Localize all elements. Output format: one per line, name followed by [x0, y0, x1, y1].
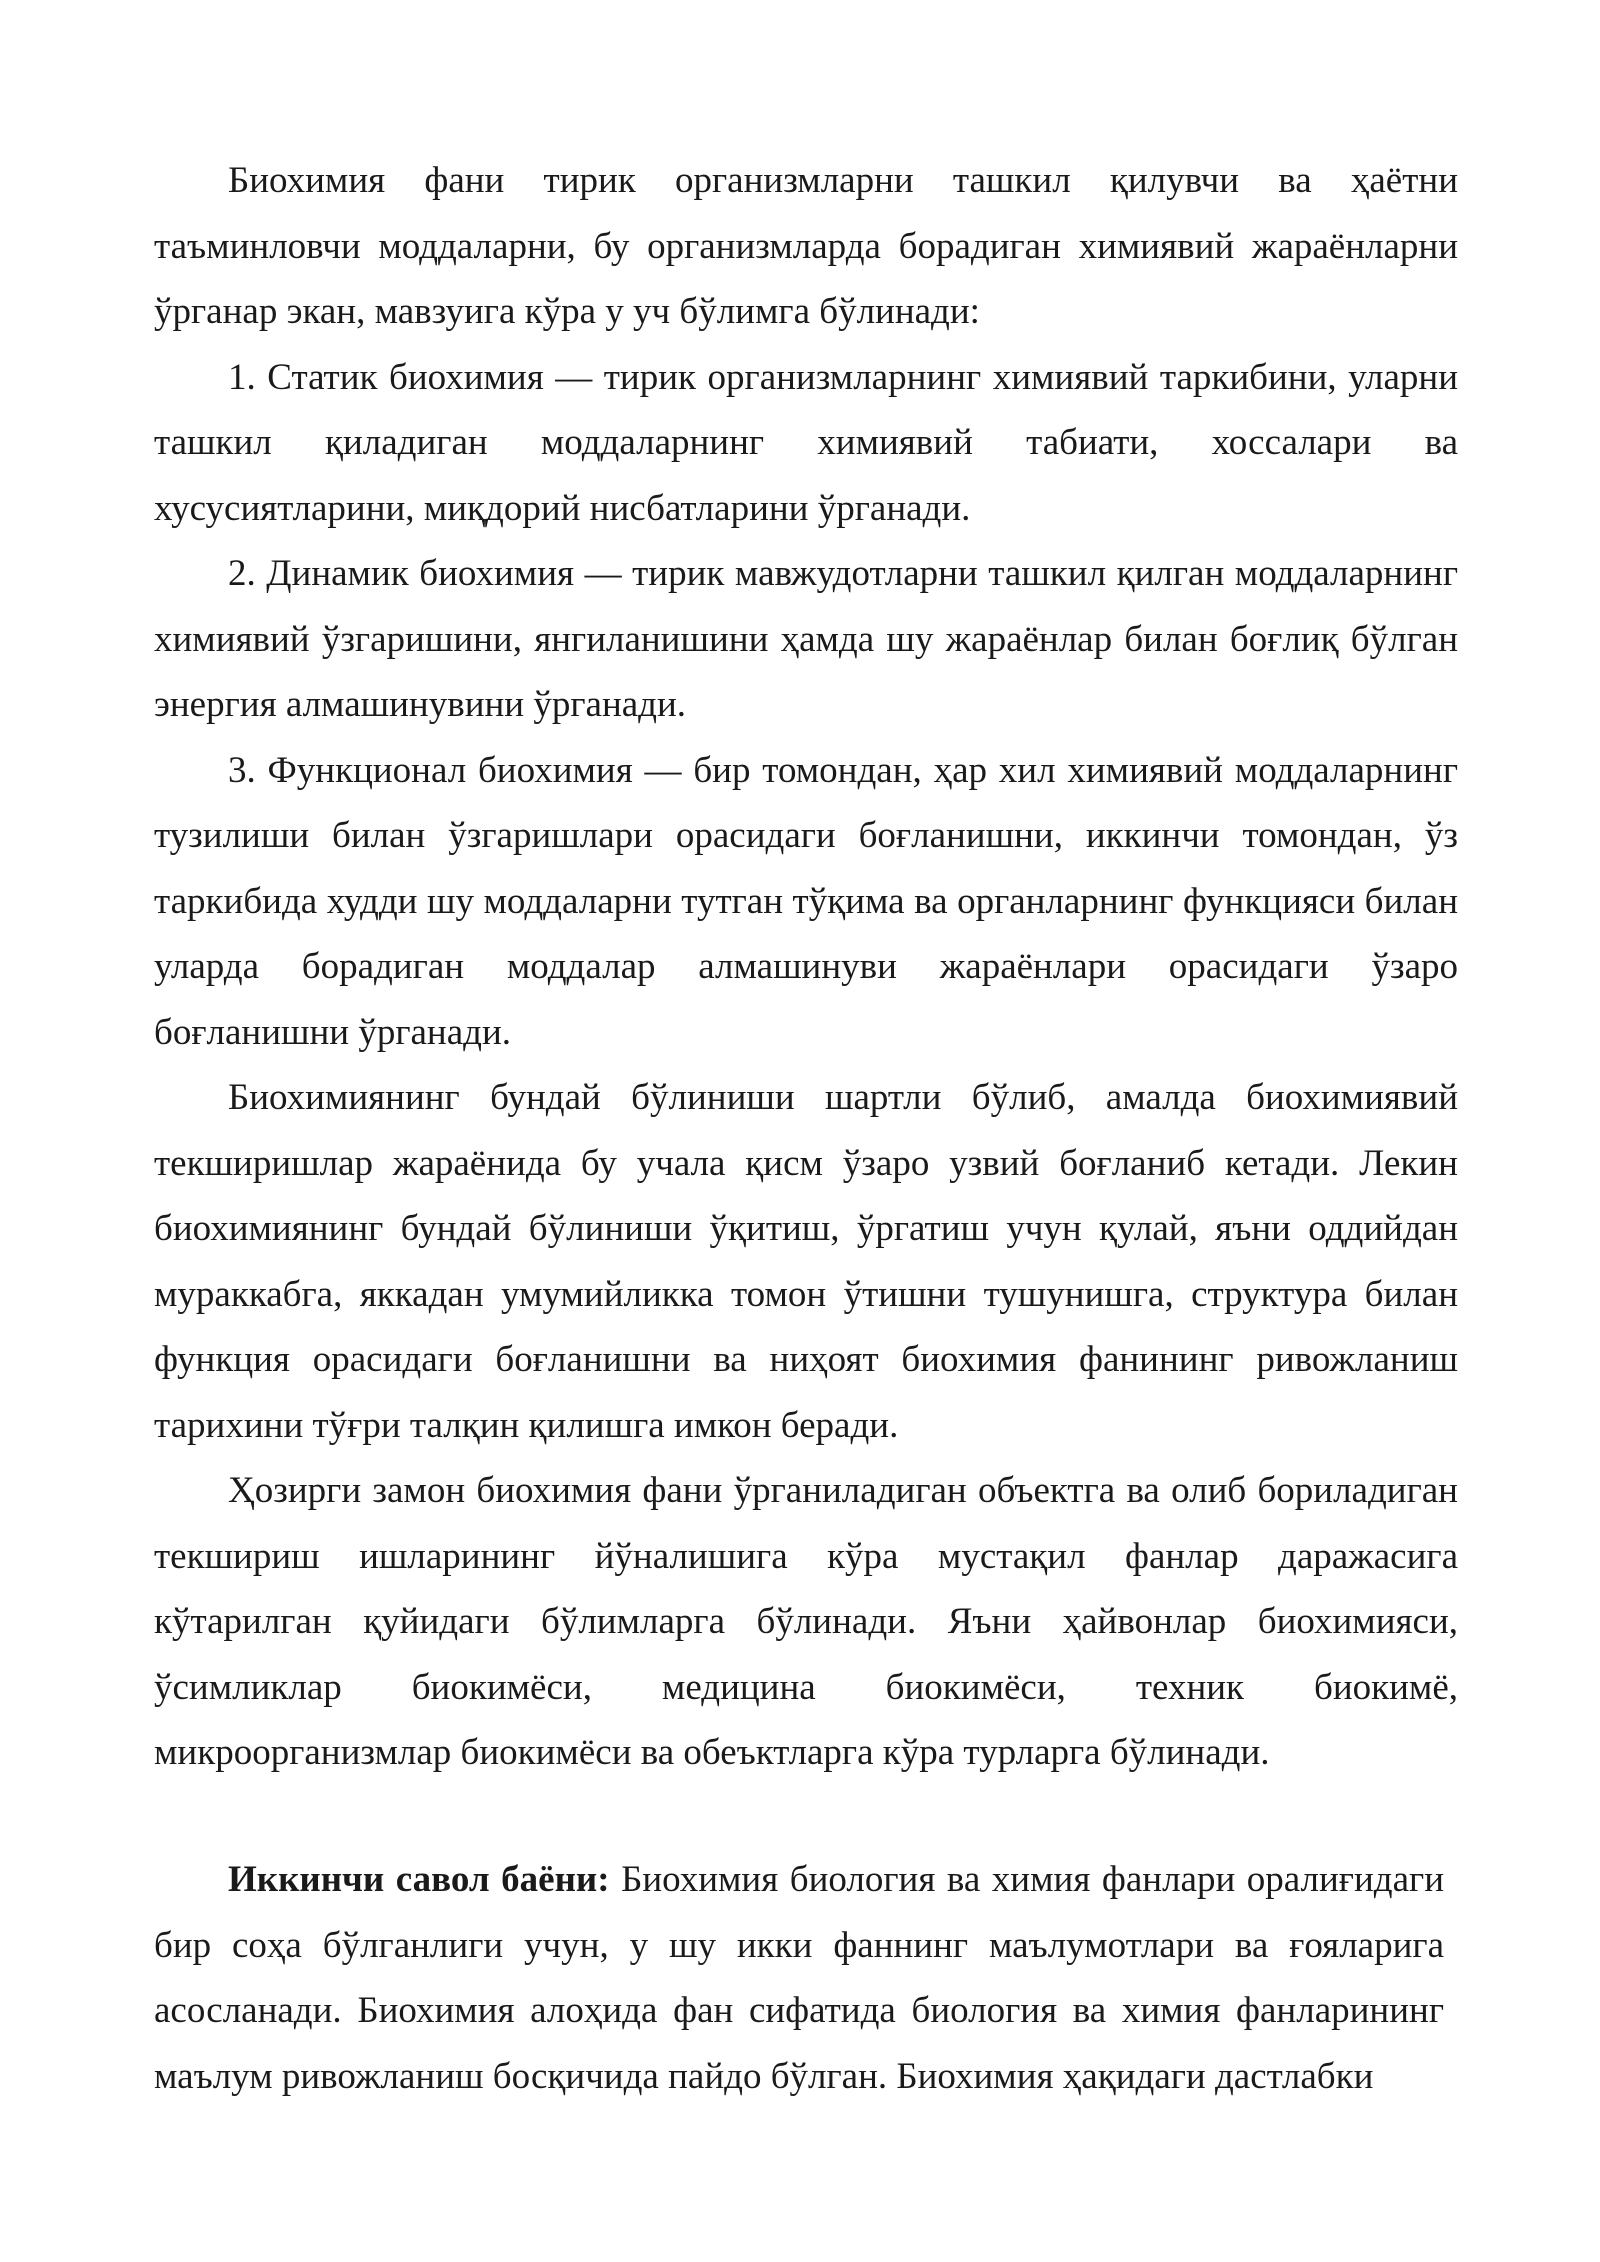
paragraph-division-conditional: Биохимиянинг бундай бўлиниши шартли бўлиб, амалда биохимиявий текширишлар жараёнида бу учала қисм ўзаро узвий боғланиб кетади. Лекин биохимиянинг бундай бўлиниши ўқитиш, ўргатиш учун қулай, яъни оддийдан мураккабга, яккадан умумийликка томон ўтишни тушунишга, структура билан функция орасидаги боғланишни ва ниҳоят биохимия фанининг ривожланиш тарихини тўғри талқин қилишга имкон беради.: [154, 1077, 1458, 1446]
second-question-text: Биохимия биология ва химия фанлари оралиғидаги бир соҳа бўлганлиги учун, у шу икки фаннинг маълумотлари ва ғояларига асосланади. Биохимия алоҳида фан сифатида биология ва химия фанларининг маълум ривожланиш босқичида пайдо бўлган. Биохимия ҳақидаги дастлабки: [154, 1859, 1444, 2097]
paragraph-static-biochemistry: 1. Статик биохимия — тирик организмларнинг химиявий таркибини, уларни ташкил қиладиган моддаларнинг химиявий табиати, хоссалари ва хусусиятларини, миқдорий нисбатларини ўрганади.: [154, 356, 1458, 529]
paragraph-dynamic-biochemistry: 2. Динамик биохимия — тирик мавжудотларни ташкил қилган моддаларнинг химиявий ўзгаришини, янгиланишини ҳамда шу жараёнлар билан боғлиқ бўлган энергия алмашинувини ўрганади.: [154, 553, 1458, 725]
paragraph-functional-biochemistry: 3. Функционал биохимия — бир томондан, ҳар хил химиявий моддаларнинг тузилиши билан ўзгаришлари орасидаги боғланишни, иккинчи томондан, ўз таркибида худди шу моддаларни тутган тўқима ва органларнинг функцияси билан уларда борадиган моддалар алмашинуви жараёнлари орасидаги ўзаро боғланишни ўрганади.: [154, 749, 1458, 1053]
paragraph-intro: Биохимия фани тирик организмларни ташкил қилувчи ва ҳаётни таъминловчи моддаларни, бу организмларда борадиган химиявий жараёнларни ўрганар экан, мавзуига кўра у уч бўлимга бўлинади:: [154, 160, 1458, 332]
second-question-section: [154, 1847, 1444, 2109]
document-body: [154, 148, 1458, 1786]
paragraph-modern-biochemistry: Ҳозирги замон биохимия фани ўрганиладиган объектга ва олиб бориладиган текшириш ишларининг йўналишига кўра мустақил фанлар даражасига кўтарилган қуйидаги бўлимларга бўлинади. Яъни ҳайвонлар биохимияси, ўсимликлар биокимёси, медицина биокимёси, техник биокимё, микроорганизмлар биокимёси ва обеъктларга кўра турларга бўлинади.: [154, 1470, 1458, 1773]
paragraph-second-question: [154, 1847, 1444, 2109]
second-question-label: Иккинчи савол баёни:: [228, 1859, 610, 1900]
